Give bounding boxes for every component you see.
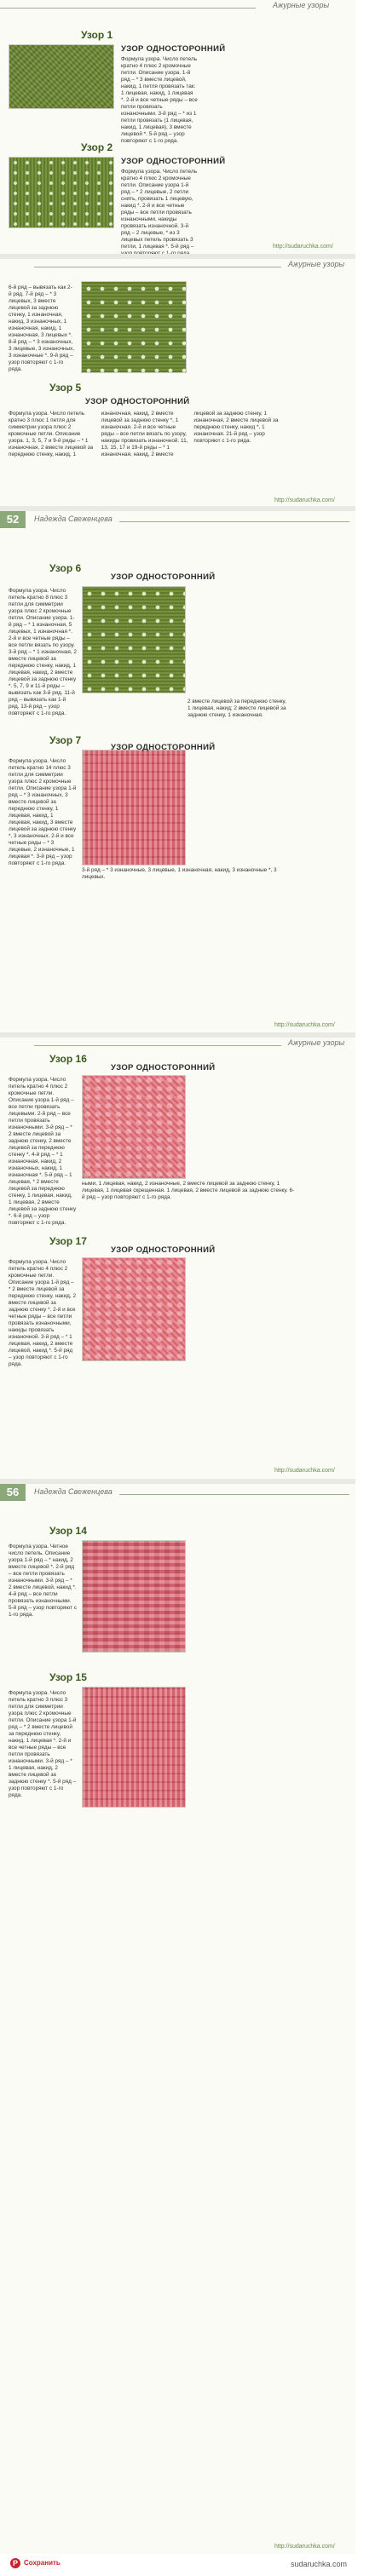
pattern-text: Формула узора. Число петель кратно 3 плюс 3 петли для симметрии узора плюс 2 кромочные петли. Описание узора 1-й ряд – * 2 вместе лицевой за переднюю стенку, накид, 1 лицевая *. 2-й и все четные ряды – все петли провязать изнаночными. 3-й ряд – * 1 лицевая, накид, 2 вместе лицевой за заднюю стенку *. 5-й ряд – узор повторяют с 1-го ряда.: [9, 1690, 77, 1798]
pattern-title: УЗОР ОДНОСТОРОННИЙ: [111, 1063, 216, 1072]
pattern-number: Узор 1: [81, 29, 113, 41]
pin-icon: P: [10, 2558, 20, 2568]
pattern-number: Узор 2: [81, 141, 113, 153]
save-pin-button[interactable]: [10, 2558, 61, 2571]
magazine-page-1: [0, 0, 355, 254]
pattern-title: УЗОР ОДНОСТОРОННИЙ: [121, 157, 226, 166]
page-header: [0, 1038, 355, 1049]
pattern-text: Формула узора. Число петель кратно 4 плюс 2 кромочные петли. Описание узора 1-й ряд – * 2 вместе лицевой за переднюю стенку, накид, 2 вместе лицевой за заднюю стенку *. 2-й и все четные ряды – все петли провязать изнаночными, накиды провязать изнаночной. 3-й ряд – * 1 лицевая, накид, 2 вместе лицевой, накид *. 5-й ряд – узор повторяют с 1-го ряда.: [9, 1259, 76, 1367]
pattern-number: Узор 15: [49, 1671, 87, 1683]
knit-swatch-image: [82, 750, 186, 865]
knit-swatch-image: [81, 281, 187, 373]
pattern-text: Формула узора. Число петель кратно 4 плюс 2 кромочные петли. Описание узора. 1-й ряд – * 3 вместе лицевой, накид, 1 петля провязать так: 1 лицевая, накид, 1 лицевая *. 2-й и все четные ряды – все петли провязать изнаночными. 3-й ряд – * из 1 петли провязать (1 лицевая, накид, 1 лицевая), 3 вместе лицевой *. 5-й ряд – узор повторяют с 1-го ряда.: [121, 56, 198, 144]
pattern-text: 6-й ряд – вывязать как 2-й ряд. 7-й ряд – * 3 лицевых, 3 вместе лицевой за заднюю стенку, 1 изнаночная, накид, 3 изнаночных, 1 изнаночная, накид, 1 изнаночная, 3 лицевых *. 8-й ряд – * 3 изнаночных, 3 лицевые, 3 изнаночных, 3 изнаночные *. 9-й ряд – узор повторяют с 1-го ряда.: [9, 285, 75, 372]
pin-source-site[interactable]: sudaruchka.com: [290, 2560, 347, 2568]
magazine-page-3: [0, 511, 355, 1032]
page-header: [0, 0, 355, 12]
knit-swatch-image: [82, 1075, 186, 1179]
pattern-text: Формула узора. Четное число петель. Описание узора 1-й ряд – * накид, 2 вместе лицевой *. 2-й ряд – все петли провязать изнаночными. 3-й ряд – * 2 вместе лицевой, накид *. 4-й ряд – все петли провязать изнаночными. 5-й ряд – узор повторяют с 1-го ряда.: [9, 1544, 77, 1618]
magazine-page-4: [0, 1038, 355, 1479]
magazine-page-2: [0, 259, 355, 506]
section-label: Ажурные узоры: [288, 1038, 345, 1047]
pattern-number: Узор 17: [49, 1235, 87, 1247]
page-header: [0, 259, 355, 271]
pattern-text: Формула узора. Число петель кратно 4 плюс 2 кромочные петли. Описание узора 1-й ряд – все петли провязать лицевыми. 2-й ряд – все петли провязать изнаночными. 3-й ряд – * 2 вместе лицевой за заднюю стенку, 2 вместе лицевой за переднюю стенку *. 4-й ряд – * 1 изнаночная, накид, 2 изнаночных, накид, 1 изнаночная *. 5-й ряд – 1 лицевая, * 2 вместе лицевой за переднюю стенку, 1 лицевая, накид, 1 лицевая, 2 вместе лицевой за заднюю стенку *. 6-й ряд – узор повторяют с 1-го ряда.: [9, 1077, 77, 1226]
pattern-number: Узор 6: [49, 562, 82, 574]
pattern-text: Формула узора. Число петель кратно 4 плюс 2 кромочные петли. Описание узора 1-й ряд – * 2 лицевые, 2 петли снять, провязать 1 лицевую, накид *. 2-й и все четные ряды – все петли провязать изнаночными, накиды провязать изнаночной. 3-й ряд – 2 лицевые, * из 3 лицевых петель провязать 3 петли, 1 лицевая *. 5-й ряд –: [121, 169, 198, 250]
watermark: http://sudaruchka.com/: [274, 1468, 335, 1474]
knit-swatch-image: [82, 1540, 186, 1653]
pattern-number: Узор 7: [49, 734, 82, 746]
pattern-text: Формула узора. Число петель кратно 3 плюс 1 петля для симметрии узора плюс 2 кромочные петли. Описание узора. 1, 3, 5, 7 и 9-й ряды – * 1 изнаночная, 2 вместе лицевой за переднюю стенку, накид, 1 изнаночная, накид, 2 вместе лицевой за заднюю стенку *, 1 изнаночная. 2-й и все четные ряды – все петли вязать по узору, накиды провязать изнаночной. 11, 13, 15, 17 и 19-й ряды – * 1 изнаночная, накид, 2 вместе лицевой за заднюю стенку, 1 изнаночная, 2 вместе лицевой за переднюю стенку, накид *, 1 изнаночная. 21-й ряд – узор повторяют с 1-го ряда.: [9, 411, 279, 457]
pattern-number: Узор 16: [49, 1053, 87, 1065]
pattern-text-continued: ными, 1 лицевая, накид, 2 изнаночные, 2 вместе лицевой за заднюю стенку, 1 лицевая, 1 лицевая скрещенная. 1 лицевая, 2 вместе лицевой за заднюю стенку. 6-й ряд – узор повторяют с 1-го ряда.: [82, 1181, 295, 1200]
pattern-text: Формула узора. Число петель кратно 14 плюс 3 петли для симметрии узора плюс 2 кромочные петли. Описание узора 1-й ряд – * 3 изнаночных, 3 вместе лицевой за переднюю стенку, 1 лицевая, накид, 1 лицевая, накид, 3 вместе лицевой за заднюю стенку *, 3 изнаночных. 2-й и все четные ряды – * 3 лицевые, 2 изнаночные, 1 лицевая *. 3-й ряд – узор повторяют с 1-го ряда.: [9, 758, 77, 866]
section-label: Надежда Свеженцева: [34, 515, 113, 523]
page-number: 56: [0, 1484, 26, 1501]
watermark: http://sudaruchka.com/: [274, 497, 335, 503]
watermark: http://sudaruchka.com/: [274, 2544, 335, 2550]
knit-swatch-image: [9, 44, 114, 109]
page-header: [26, 1484, 381, 1496]
pattern-text: Формула узора. Число петель кратно 8 плюс 3 петли для симметрии узора плюс 2 кромочные петли. Описание узора. 1-й ряд – * 1 изнаночная, 5 лицевых, 1 изнаночная *. 2-й и все четные ряды – все петли вязать по узору. 3-й ряд – * 1 изнаночная, 2 вместе лицевой за переднюю стенку, накид, 1 лицевая, накид, 2 вместе лицевой за заднюю стенку *. 5, 7, 9 и 11-й ряды – вывязать как 3-й ряд. 11-й ряд – вывязать как 1-й ряд. 13-й ряд – узор повторяют с 1-го ряда.: [9, 588, 77, 716]
pattern-title: УЗОР ОДНОСТОРОННИЙ: [121, 44, 226, 54]
section-label: Надежда Свеженцева: [34, 1487, 113, 1496]
pattern-number: Узор 14: [49, 1525, 87, 1537]
section-label: Ажурные узоры: [273, 1, 330, 9]
pattern-title: УЗОР ОДНОСТОРОННИЙ: [111, 572, 216, 582]
pattern-text-continued: 3-й ряд – * 3 изнаночные, 3 лицевые, 1 изнаночная, накид, 3 изнаночные *, 3 лицевых.: [82, 867, 277, 880]
page-header: [26, 511, 381, 523]
knit-swatch-image: [82, 586, 186, 693]
save-pin-label: Сохранить: [24, 2559, 61, 2567]
pattern-title: УЗОР ОДНОСТОРОННИЙ: [85, 397, 190, 406]
knit-swatch-image: [82, 1687, 186, 1808]
knit-swatch-image: [9, 157, 114, 228]
knit-swatch-image: [82, 1257, 186, 1361]
pattern-title: УЗОР ОДНОСТОРОННИЙ: [111, 1245, 216, 1255]
pattern-number: Узор 5: [49, 382, 82, 394]
watermark: http://sudaruchka.com/: [273, 244, 333, 250]
page-number: 52: [0, 511, 26, 528]
watermark: http://sudaruchka.com/: [274, 1022, 335, 1028]
section-label: Ажурные узоры: [288, 260, 345, 268]
magazine-page-5: [0, 1484, 355, 2554]
pattern-title: УЗОР ОДНОСТОРОННИЙ: [111, 743, 216, 752]
pattern-text-continued: 2 вместе лицевой за переднюю стенку, 1 лицевая, накид; 2 вместе лицевой за заднюю стенку, 1 изнаночная.: [188, 699, 286, 718]
